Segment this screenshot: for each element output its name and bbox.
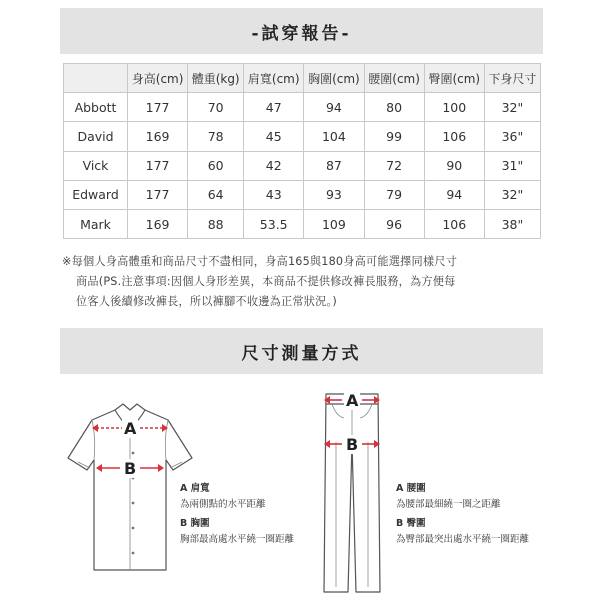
table-cell: 88 — [188, 209, 244, 238]
report-title-banner — [60, 8, 543, 54]
column-header: 腰圍(cm) — [364, 64, 424, 93]
fitting-note — [62, 252, 550, 312]
table-cell: 79 — [364, 180, 424, 209]
table-cell: 60 — [188, 151, 244, 180]
table-cell: 106 — [424, 209, 484, 238]
table-row — [64, 93, 541, 122]
table-cell-name: David — [64, 122, 128, 151]
table-cell: 80 — [364, 93, 424, 122]
legend-heading: B 胸圍 — [180, 518, 210, 529]
column-header: 胸圍(cm) — [304, 64, 364, 93]
table-cell: 169 — [128, 209, 188, 238]
note-line: 商品(PS.注意事項:因個人身形差異，本商品不提供修改褲長服務，為方便每 — [76, 275, 456, 288]
legend-description: 為臀部最突出處水平繞一圈距離 — [396, 534, 530, 545]
table-cell: 70 — [188, 93, 244, 122]
table-cell-name: Vick — [64, 151, 128, 180]
table-cell: 64 — [188, 180, 244, 209]
table-cell: 45 — [244, 122, 304, 151]
table-cell: 32" — [484, 93, 540, 122]
legend-heading: A 肩寬 — [180, 483, 210, 494]
legend-description: 胸部最高處水平繞一圈距離 — [180, 534, 295, 545]
shirt-diagram — [60, 398, 200, 583]
fitting-report-table — [63, 63, 541, 239]
table-cell: 177 — [128, 180, 188, 209]
table-cell-name: Mark — [64, 209, 128, 238]
column-header: 臀圍(cm) — [424, 64, 484, 93]
table-cell: 93 — [304, 180, 364, 209]
note-line: ※每個人身高體重和商品尺寸不盡相同，身高165與180身高可能選擇同樣尺寸 — [62, 255, 458, 268]
column-header: 下身尺寸 — [484, 64, 540, 93]
table-cell: 169 — [128, 122, 188, 151]
shirt-marker-b: B — [124, 459, 137, 478]
table-cell: 32" — [484, 180, 540, 209]
table-cell-name: Edward — [64, 180, 128, 209]
pants-legend — [396, 481, 529, 551]
table-row — [64, 151, 541, 180]
table-cell: 53.5 — [244, 209, 304, 238]
measure-title-banner — [60, 328, 543, 374]
table-cell: 38" — [484, 209, 540, 238]
shirt-marker-a: A — [124, 419, 137, 438]
pants-icon — [312, 382, 392, 597]
table-cell: 78 — [188, 122, 244, 151]
pants-diagram — [312, 382, 392, 597]
column-header: 肩寬(cm) — [244, 64, 304, 93]
table-cell: 100 — [424, 93, 484, 122]
table-cell: 36" — [484, 122, 540, 151]
table-cell: 177 — [128, 93, 188, 122]
legend-heading: A 腰圍 — [396, 483, 426, 494]
shirt-legend — [180, 481, 294, 551]
table-cell: 31" — [484, 151, 540, 180]
table-cell: 96 — [364, 209, 424, 238]
pants-marker-a: A — [346, 391, 359, 410]
table-row — [64, 209, 541, 238]
column-header — [64, 64, 128, 93]
table-row — [64, 122, 541, 151]
table-cell: 47 — [244, 93, 304, 122]
table-cell: 106 — [424, 122, 484, 151]
legend-description: 為腰部最細繞一圈之距離 — [396, 499, 501, 510]
table-cell: 43 — [244, 180, 304, 209]
column-header: 體重(kg) — [188, 64, 244, 93]
table-cell: 109 — [304, 209, 364, 238]
column-header: 身高(cm) — [128, 64, 188, 93]
table-cell: 99 — [364, 122, 424, 151]
note-line: 位客人後續修改褲長，所以褲腳不收邊為正常狀況。) — [76, 295, 337, 308]
legend-heading: B 臀圍 — [396, 518, 426, 529]
table-cell: 87 — [304, 151, 364, 180]
table-cell: 104 — [304, 122, 364, 151]
report-title: -試穿報告- — [251, 23, 352, 44]
table-cell-name: Abbott — [64, 93, 128, 122]
table-cell: 42 — [244, 151, 304, 180]
table-cell: 90 — [424, 151, 484, 180]
pants-marker-b: B — [346, 435, 359, 454]
table-row — [64, 180, 541, 209]
measure-title: 尺寸測量方式 — [241, 343, 362, 364]
table-cell: 72 — [364, 151, 424, 180]
table-cell: 177 — [128, 151, 188, 180]
legend-description: 為兩側點的水平距離 — [180, 499, 266, 510]
table-cell: 94 — [424, 180, 484, 209]
table-header-row — [64, 64, 541, 93]
table-cell: 94 — [304, 93, 364, 122]
